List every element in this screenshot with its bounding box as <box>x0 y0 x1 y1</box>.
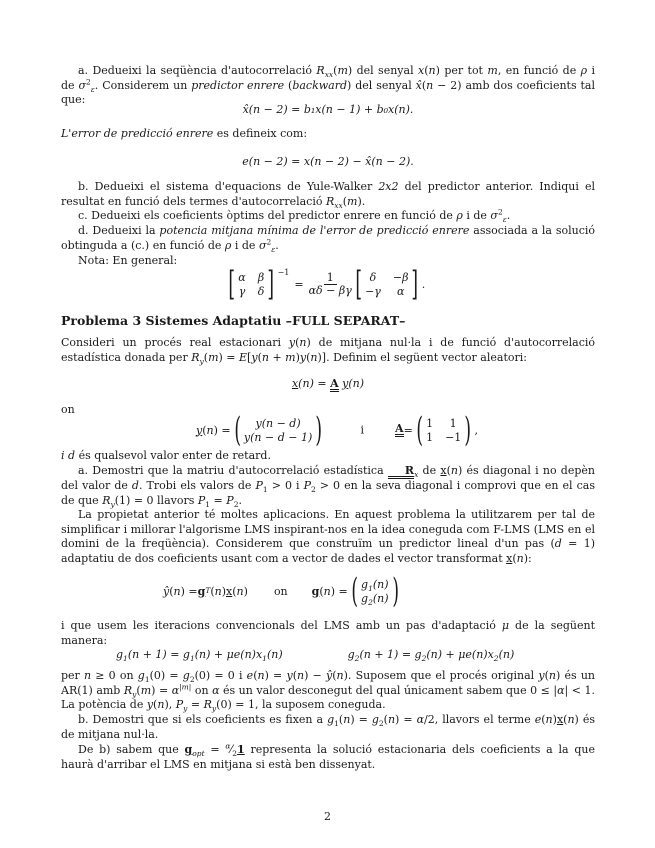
matrix-inverse-formula: [ α β γ δ ] −1 = $\frac{1}{\alpha\delta - \beta\gamma}$ [ δ −β −γ α ] . <box>228 264 426 304</box>
property-paragraph: La propietat anterior té moltes aplicacions. En aquest problema la utilitzarem per tal de simplificar i millorar l'algorisme LMS inspirant-nos en la idea coneguda com F-LMS (LMS en el domini de la freqüència). Considerem que construïm un predictor lineal d'un pas (d = 1) adaptatiu de dos coeficients usant com a vector de dades el vector transformat x(n): <box>61 508 595 565</box>
on-label: on <box>61 403 75 416</box>
equation-error: e(n − 2) = x(n − 2) − x̂(n − 2). <box>242 155 414 168</box>
predictor-output-equation: ŷ ( n ) = g T ( n ) x ( n ) on g ( n ) = ( $g_1(n)$ $g_2(n)$ ) <box>163 571 399 611</box>
vector-definitions: y ( n ) = ( y(n − d) y(n − d − 1) ) i A = ( 1 1 1 −1 ) , <box>196 410 479 450</box>
paragraph-b: b. Dedueixi el sistema d'equacions de Yule-Walker 2x2 del predictor anterior. Indiqui el resultat en funció dels termes d'autocorrelació $R_{xx}(m)$. <box>61 180 596 210</box>
page-number: 2 <box>324 810 331 823</box>
problem-3-intro: Consideri un procés real estacionari y(n) de mitjana nul·la i de funció d'autocorrelació estadística donada per $R_y(m) = E[y(n + m)y(n)]$. Definim el següent vector aleatori: <box>61 336 595 366</box>
problem-3b: b. Demostri que si els coeficients es fixen a $g_1(n) = g_2(n) = \alpha/2$, llavors el terme e(n)x(n) és de mitjana nul·la. <box>61 713 595 741</box>
delay-note: i d és qualsevol valor enter de retard. <box>61 449 271 462</box>
equation-predictor: x̂(n − 2) = b₁x(n − 1) + b₀x(n). <box>242 103 414 116</box>
optimal-solution-paragraph: De b) sabem que $g_{opt}$ = $^\alpha⁄_21$ representa la solució estacionaria dels coeficients a la que haurà d'arribar el LMS en mitjana si està ben dissenyat. <box>61 741 595 771</box>
lms-iteration-text: i que usem les iteracions convencionals del LMS amb un pas d'adaptació μ de la següent manera: <box>61 619 595 647</box>
equation-transform: x(n) = A y(n) <box>291 377 365 390</box>
note-label: Nota: En general: <box>78 254 178 267</box>
ar1-assumption: per n ≥ 0 on $g_1(0) = g_2(0) = 0$ i e(n) = y(n) − ŷ(n). Suposem que el procés original y(n) és un AR(1) amb $R_y(m) = \alpha^{|m|}$ on α és un valor desconegut del qual únicament sabem que 0 ≤ |α| < 1. La potència de y(n), $P_y = R_y(0) = 1$, la suposem coneguda. <box>61 669 595 714</box>
error-definition: L'error de predicció enrere es defineix com: <box>61 127 308 140</box>
paragraph-c: c. Dedueixi els coeficients òptims del predictor enrere en funció de ρ i de $\sigma^2_\varepsilon$. <box>78 207 511 225</box>
problem-3a: a. Demostri que la matriu d'autocorrelació estadística $R_x$ de x(n) és diagonal i no depèn del valor de d. Trobi els valors de $P_1 > 0$ i $P_2 > 0$ en la seva diagonal i comprovi que en el cas de que $R_y(1) = 0$ llavors $P_1 = P_2$. <box>61 464 595 509</box>
lms-update-equations: $g_1(n + 1) = g_1(n) + \mu e(n)x_1(n) g_2(n + 1) = g_2(n) + \mu e(n)x_2(n)$ <box>116 648 515 664</box>
paragraph-d: d. Dedueixi la potencia mitjana mínima de l'error de predicció enrere associada a la solució obtinguda a (c.) en funció de ρ i de $\sigma^2_\varepsilon$. <box>61 224 596 254</box>
problem-3-heading: Problema 3 Sistemes Adaptatiu –FULL SEPARAT– <box>61 313 406 328</box>
paragraph-a: a. Dedueixi la seqüència d'autocorrelació $R_{xx}(m)$ del senyal x(n) per tot m, en funció de ρ i de $\sigma^2_\varepsilon$. Considerem un predictor enrere (backward) del senyal x̂(n − 2) amb dos coeficients tal que: <box>61 64 596 107</box>
